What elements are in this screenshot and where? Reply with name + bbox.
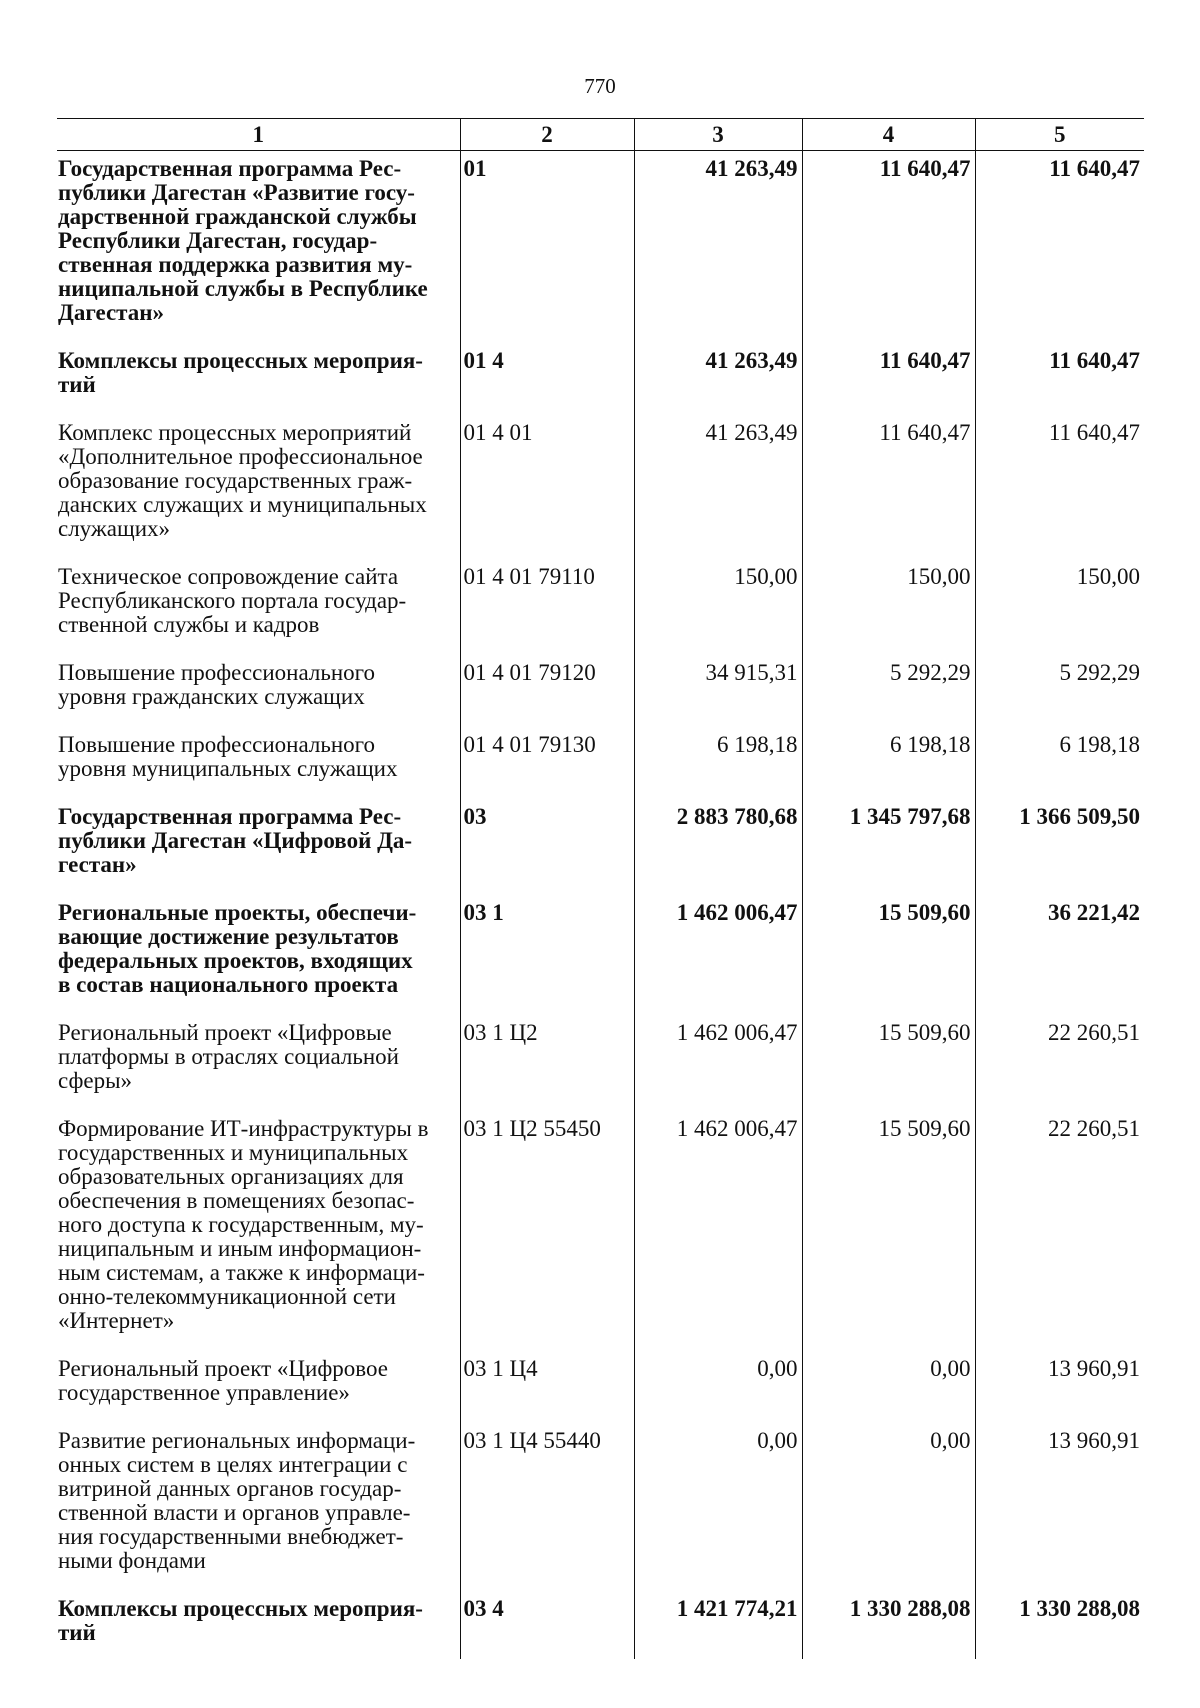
row-value-col4: 15 509,60	[802, 1015, 975, 1111]
row-name: Формирование ИТ-инфраструктуры в государственных и муниципальных образовательных организациях для обеспечения в помещениях безопас- ного доступа к государственным, му- ниципальным и иным информацион- ным системам, а также к информаци- онно-телекоммуникационной сети «Интернет»	[58, 1116, 429, 1333]
row-value-col3: 1 462 006,47	[634, 1015, 802, 1111]
row-code: 03 1	[460, 895, 634, 1015]
column-header: 3	[634, 119, 802, 151]
row-code: 01 4 01 79120	[460, 655, 634, 727]
row-name: Повышение профессионального уровня муниципальных служащих	[58, 732, 398, 781]
row-value-col5: 22 260,51	[975, 1015, 1144, 1111]
table-row	[57, 1351, 1144, 1423]
table-row	[57, 415, 1144, 559]
row-value-col5: 13 960,91	[975, 1351, 1144, 1423]
table-row	[57, 1111, 1144, 1351]
column-header: 2	[460, 119, 634, 151]
row-value-col3: 150,00	[634, 559, 802, 655]
column-header: 1	[57, 119, 460, 151]
row-value-col4: 15 509,60	[802, 895, 975, 1015]
page-number: 770	[584, 74, 616, 98]
row-value-col3: 1 421 774,21	[634, 1591, 802, 1659]
row-name: Региональные проекты, обеспечи- вающие достижение результатов федеральных проектов, входящих в состав национального проекта	[58, 900, 417, 997]
row-value-col5: 22 260,51	[975, 1111, 1144, 1351]
table-row	[57, 1423, 1144, 1591]
row-value-col5: 13 960,91	[975, 1423, 1144, 1591]
row-value-col3: 41 263,49	[634, 415, 802, 559]
row-value-col3: 1 462 006,47	[634, 895, 802, 1015]
row-code: 03 1 Ц4 55440	[460, 1423, 634, 1591]
row-value-col3: 41 263,49	[634, 151, 802, 344]
header-row	[57, 119, 1144, 151]
row-code: 03 4	[460, 1591, 634, 1659]
row-name: Развитие региональных информаци- онных систем в целях интеграции с витриной данных органов государ- ственной власти и органов управле- ния государственными внебюджет- ными фондами	[58, 1428, 416, 1573]
row-name: Региональный проект «Цифровые платформы в отраслях социальной сферы»	[58, 1020, 399, 1093]
table-row	[57, 151, 1144, 344]
row-code: 01 4 01 79110	[460, 559, 634, 655]
row-value-col5: 150,00	[975, 559, 1144, 655]
row-value-col3: 34 915,31	[634, 655, 802, 727]
row-value-col4: 11 640,47	[802, 151, 975, 344]
row-value-col4: 1 345 797,68	[802, 799, 975, 895]
row-value-col4: 6 198,18	[802, 727, 975, 799]
row-name: Комплекс процессных мероприятий «Дополнительное профессиональное образование государственных граж- данских служащих и муниципальных служащих»	[58, 420, 427, 541]
row-code: 01	[460, 151, 634, 344]
row-value-col3: 0,00	[634, 1423, 802, 1591]
row-name: Государственная программа Рес- публики Дагестан «Развитие госу- дарственной гражданской службы Республики Дагестан, государ- ственная поддержка развития му- ниципальной службы в Республике Дагестан»	[58, 156, 428, 325]
row-value-col4: 150,00	[802, 559, 975, 655]
row-code: 01 4	[460, 343, 634, 415]
column-header: 5	[975, 119, 1144, 151]
table-row	[57, 727, 1144, 799]
table-row	[57, 799, 1144, 895]
row-name: Повышение профессионального уровня гражданских служащих	[58, 660, 375, 709]
row-value-col3: 0,00	[634, 1351, 802, 1423]
row-code: 03 1 Ц2 55450	[460, 1111, 634, 1351]
row-value-col4: 5 292,29	[802, 655, 975, 727]
row-value-col3: 6 198,18	[634, 727, 802, 799]
table-row	[57, 895, 1144, 1015]
row-code: 03 1 Ц4	[460, 1351, 634, 1423]
table-row	[57, 559, 1144, 655]
row-value-col5: 36 221,42	[975, 895, 1144, 1015]
row-name: Государственная программа Рес- публики Дагестан «Цифровой Да- гестан»	[58, 804, 413, 877]
row-code: 03 1 Ц2	[460, 1015, 634, 1111]
row-code: 01 4 01	[460, 415, 634, 559]
table-body	[57, 151, 1144, 1660]
row-value-col5: 1 330 288,08	[975, 1591, 1144, 1659]
row-name: Региональный проект «Цифровое государственное управление»	[58, 1356, 388, 1405]
row-value-col5: 11 640,47	[975, 415, 1144, 559]
row-value-col4: 15 509,60	[802, 1111, 975, 1351]
row-value-col3: 41 263,49	[634, 343, 802, 415]
row-value-col5: 5 292,29	[975, 655, 1144, 727]
row-value-col4: 0,00	[802, 1423, 975, 1591]
row-value-col3: 2 883 780,68	[634, 799, 802, 895]
table-row	[57, 1015, 1144, 1111]
row-value-col5: 1 366 509,50	[975, 799, 1144, 895]
row-name: Комплексы процессных мероприя- тий	[58, 1596, 423, 1645]
row-code: 03	[460, 799, 634, 895]
row-value-col4: 11 640,47	[802, 343, 975, 415]
row-code: 01 4 01 79130	[460, 727, 634, 799]
table-row	[57, 343, 1144, 415]
row-value-col4: 0,00	[802, 1351, 975, 1423]
budget-table	[57, 118, 1144, 1659]
row-value-col4: 1 330 288,08	[802, 1591, 975, 1659]
row-value-col5: 11 640,47	[975, 343, 1144, 415]
row-name: Комплексы процессных мероприя- тий	[58, 348, 423, 397]
column-header: 4	[802, 119, 975, 151]
row-value-col3: 1 462 006,47	[634, 1111, 802, 1351]
row-name: Техническое сопровождение сайта Республиканского портала государ- ственной службы и кадров	[58, 564, 407, 637]
table-row	[57, 1591, 1144, 1659]
table-row	[57, 655, 1144, 727]
row-value-col5: 6 198,18	[975, 727, 1144, 799]
row-value-col4: 11 640,47	[802, 415, 975, 559]
row-value-col5: 11 640,47	[975, 151, 1144, 344]
